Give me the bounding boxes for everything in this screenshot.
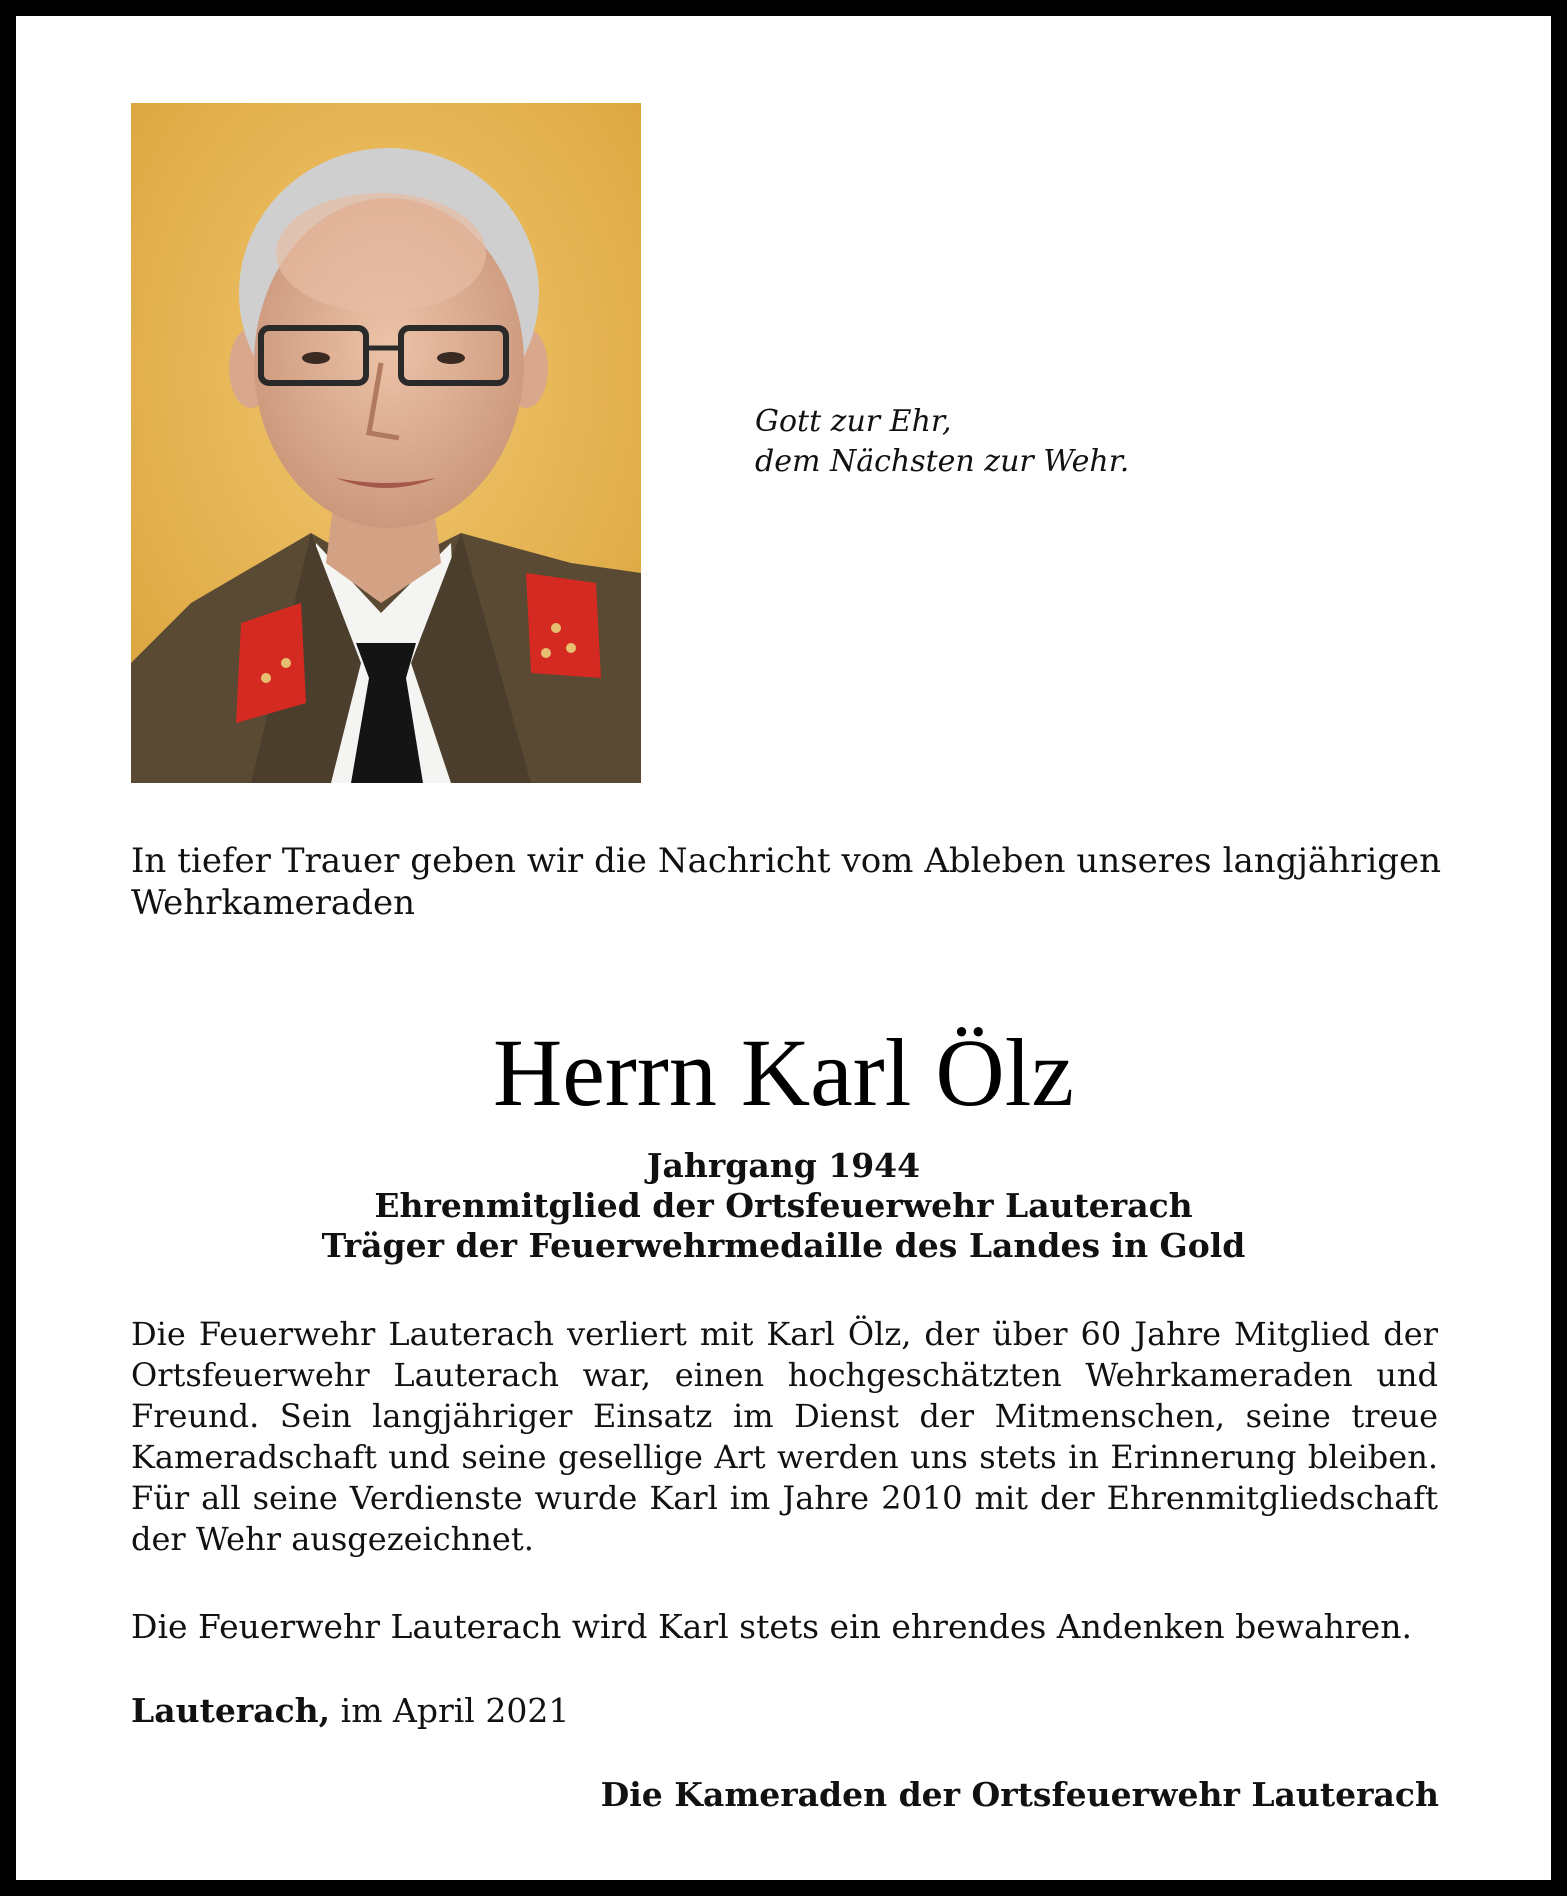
motto-line-1: Gott zur Ehr, (755, 404, 952, 439)
rank-star-icon (566, 643, 576, 653)
date: im April 2021 (330, 1691, 570, 1730)
motto-line-2: dem Nächsten zur Wehr. (755, 444, 1130, 479)
place-and-date (131, 1690, 569, 1732)
rank-star-icon (261, 673, 271, 683)
honorary-membership: Ehrenmitglied der Ortsfeuerwehr Lauterach (374, 1186, 1193, 1225)
left-eye (302, 352, 330, 364)
closing-sentence: Die Feuerwehr Lauterach wird Karl stets ein ehrendes Andenken bewahren. (131, 1607, 1412, 1646)
rank-star-icon (551, 623, 561, 633)
rank-star-icon (281, 658, 291, 668)
portrait-photo (131, 103, 641, 783)
rank-star-icon (541, 648, 551, 658)
deceased-name: Herrn Karl Ölz (492, 1019, 1075, 1126)
forehead (276, 193, 486, 313)
medal-award: Träger der Feuerwehrmedaille des Landes in Gold (321, 1226, 1246, 1265)
right-collar-tab (526, 573, 601, 678)
birth-year: Jahrgang 1944 (646, 1146, 921, 1185)
signature: Die Kameraden der Ortsfeuerwehr Lauterach (600, 1775, 1439, 1814)
honors-block (0, 1146, 1567, 1266)
motto (755, 402, 1129, 482)
right-eye (437, 352, 465, 364)
place: Lauterach, (131, 1691, 331, 1730)
tribute-paragraph: Die Feuerwehr Lauterach verliert mit Karl Ölz, der über 60 Jahre Mitglied der Ortsfeuerwehr Lauterach war, einen hochgeschätzten Wehrkameraden und Freund. Sein langjähriger Einsatz im Dienst der Mitmenschen, seine treue Kameradschaft und seine gesellige Art werden uns stets in Erinnerung bleiben. Für all seine Verdienste wurde Karl im Jahre 2010 mit der Ehrenmitgliedschaft der Wehr ausgezeichnet. (131, 1315, 1438, 1558)
portrait-illustration (131, 103, 641, 783)
intro-text: In tiefer Trauer geben wir die Nachricht vom Ableben unseres langjährigen Wehrkameraden (131, 841, 1441, 923)
